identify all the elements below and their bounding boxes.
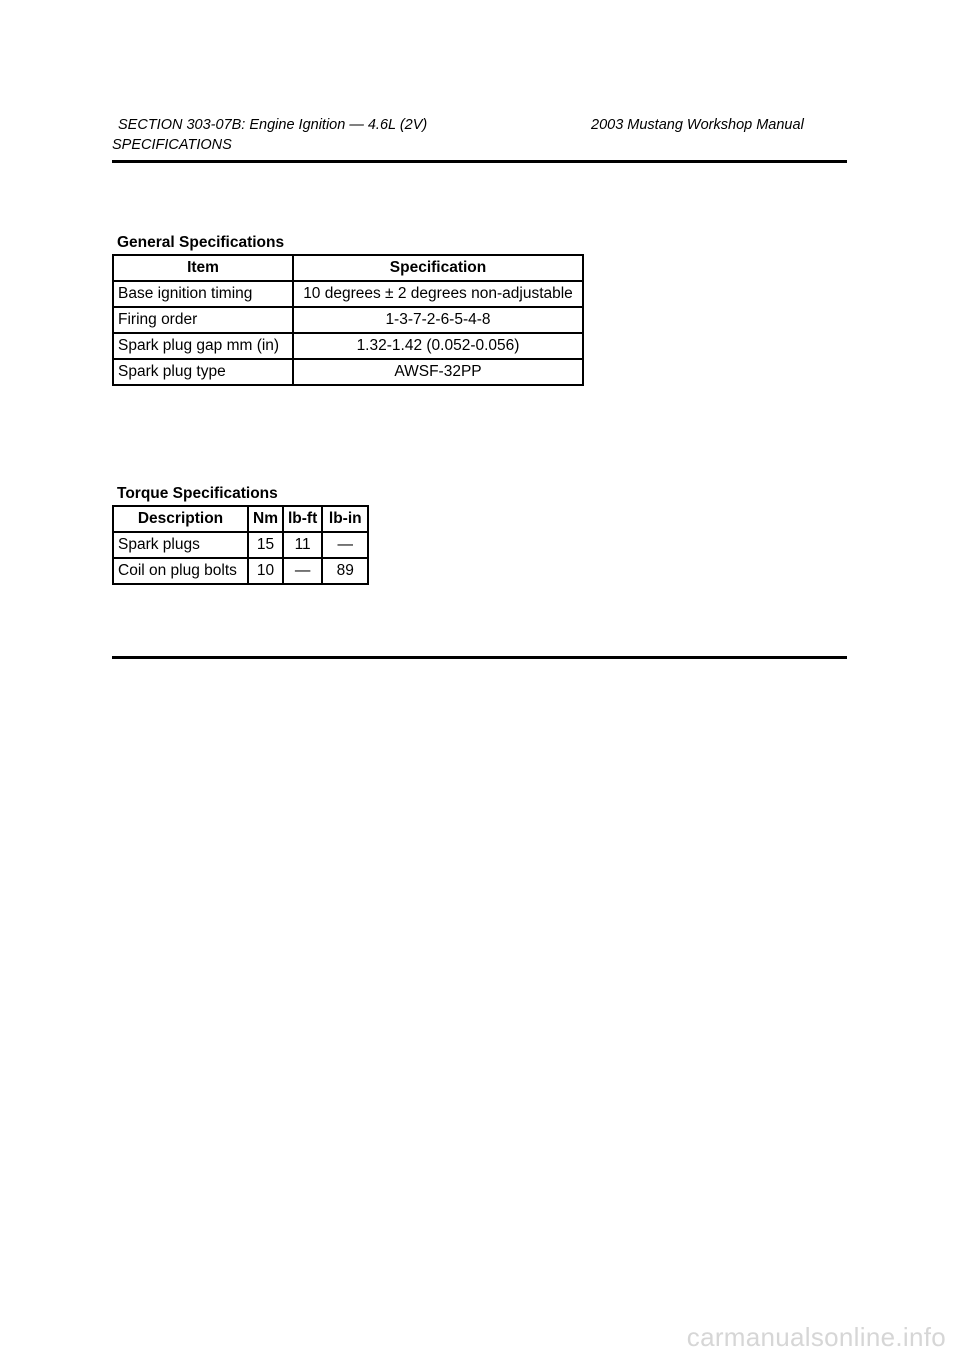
subsection-title: SPECIFICATIONS — [112, 137, 232, 153]
nm-cell: 15 — [248, 532, 283, 558]
lb-ft-cell: 11 — [283, 532, 322, 558]
table-row — [113, 359, 583, 385]
table-header-row — [113, 506, 368, 532]
lb-ft-cell: — — [283, 558, 322, 584]
table-header-row — [113, 255, 583, 281]
specification-cell: 1.32-1.42 (0.052-0.056) — [293, 333, 583, 359]
item-cell: Base ignition timing — [113, 281, 293, 307]
lb-in-cell: — — [322, 532, 368, 558]
description-cell: Spark plugs — [113, 532, 248, 558]
item-cell: Firing order — [113, 307, 293, 333]
column-header-nm: Nm — [248, 506, 283, 532]
table-row — [113, 532, 368, 558]
footer-divider — [112, 656, 847, 659]
nm-cell: 10 — [248, 558, 283, 584]
general-specs-table — [112, 254, 584, 386]
torque-specs-table — [112, 505, 369, 585]
manual-title: 2003 Mustang Workshop Manual — [591, 117, 804, 133]
general-specs-title: General Specifications — [117, 234, 285, 251]
column-header-lb-ft: lb-ft — [283, 506, 322, 532]
table-row — [113, 307, 583, 333]
column-header-item: Item — [113, 255, 293, 281]
table-row — [113, 333, 583, 359]
section-title: SECTION 303-07B: Engine Ignition — 4.6L (2V) — [118, 117, 428, 133]
column-header-lb-in: lb-in — [322, 506, 368, 532]
column-header-description: Description — [113, 506, 248, 532]
specification-cell: 10 degrees ± 2 degrees non-adjustable — [293, 281, 583, 307]
column-header-specification: Specification — [293, 255, 583, 281]
specification-cell: 1-3-7-2-6-5-4-8 — [293, 307, 583, 333]
header-divider — [112, 160, 847, 163]
table-row — [113, 281, 583, 307]
item-cell: Spark plug type — [113, 359, 293, 385]
lb-in-cell: 89 — [322, 558, 368, 584]
table-row — [113, 558, 368, 584]
specification-cell: AWSF-32PP — [293, 359, 583, 385]
torque-specs-title: Torque Specifications — [117, 485, 278, 502]
watermark-text: carmanualsonline.info — [686, 1322, 946, 1352]
item-cell: Spark plug gap mm (in) — [113, 333, 293, 359]
description-cell: Coil on plug bolts — [113, 558, 248, 584]
